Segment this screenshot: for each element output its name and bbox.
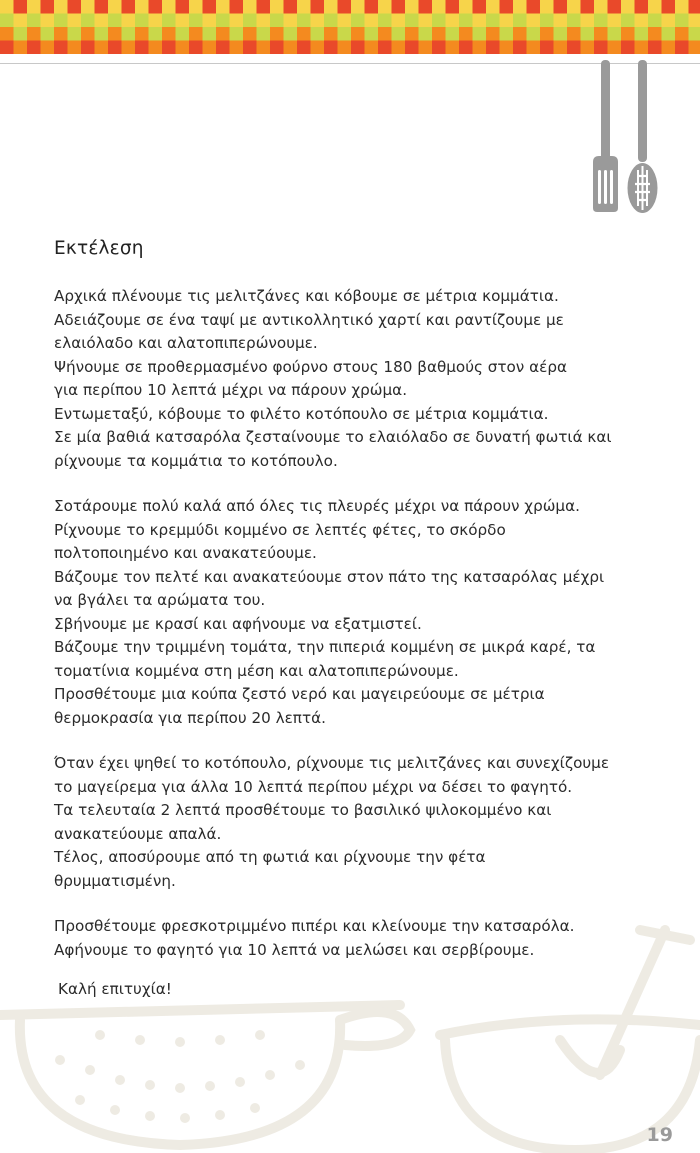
checker-tile (230, 14, 244, 28)
checker-tile (189, 41, 203, 55)
checker-tile (311, 41, 325, 55)
checker-tile (648, 14, 662, 28)
checker-tile (486, 0, 500, 14)
checker-tile (351, 27, 365, 41)
checker-tile (68, 0, 82, 14)
checker-tile (513, 14, 527, 28)
checker-tile (270, 14, 284, 28)
checker-tile (122, 0, 136, 14)
text-line: Τέλος, αποσύρουμε από τη φωτιά και ρίχνουμε την φέτα (54, 848, 486, 866)
checker-tile (392, 41, 406, 55)
checker-tile (446, 41, 460, 55)
checker-tile (540, 27, 554, 41)
checker-tile (432, 14, 446, 28)
checker-tile (108, 41, 122, 55)
checker-tile (405, 0, 419, 14)
checker-tile (270, 27, 284, 41)
checker-tile (27, 27, 41, 41)
checker-tile (500, 27, 514, 41)
checker-tile (297, 14, 311, 28)
checker-tile (41, 27, 55, 41)
checker-tile (230, 0, 244, 14)
checker-tile (203, 14, 217, 28)
checker-tile (203, 0, 217, 14)
checker-tile (392, 14, 406, 28)
checker-tile (689, 0, 700, 14)
checker-tile (432, 41, 446, 55)
utensils-icon (588, 58, 663, 216)
checker-tile (662, 41, 676, 55)
text-line: ελαιόλαδο και αλατοπιπερώνουμε. (54, 334, 318, 352)
checker-tile (135, 0, 149, 14)
checker-tile (14, 0, 28, 14)
checker-tile (311, 27, 325, 41)
text-line: Σοτάρουμε πολύ καλά από όλες τις πλευρές μέχρι να πάρουν χρώμα. (54, 497, 580, 515)
checker-tile (257, 27, 271, 41)
checker-tile (189, 0, 203, 14)
closing-wish: Καλή επιτυχία! (58, 980, 172, 998)
checker-tile (230, 27, 244, 41)
checker-tile (176, 14, 190, 28)
checker-tile (567, 27, 581, 41)
checker-tile (365, 14, 379, 28)
checker-tile (149, 0, 163, 14)
checker-tile (486, 27, 500, 41)
text-line: Προσθέτουμε φρεσκοτριμμένο πιπέρι και κλείνουμε την κατσαρόλα. (54, 917, 575, 935)
checker-tile (14, 14, 28, 28)
checker-tile (297, 27, 311, 41)
checker-tile (459, 14, 473, 28)
checker-tile (203, 27, 217, 41)
checker-tile (405, 14, 419, 28)
checker-tile (284, 0, 298, 14)
text-line: ρίχνουμε τα κομμάτια το κοτόπουλο. (54, 451, 338, 470)
checker-tile (243, 0, 257, 14)
text-line: το μαγείρεμα για άλλα 10 λεπτά περίπου μέχρι να δέσει το φαγητό. (54, 777, 573, 796)
checker-tile (662, 14, 676, 28)
checker-tile (81, 41, 95, 55)
checker-tile (621, 41, 635, 55)
checker-tile (135, 14, 149, 28)
checker-tile (689, 14, 700, 28)
text-line: Ψήνουμε σε προθερμασμένο φούρνο στους 180 βαθμούς στον αέρα (54, 357, 567, 376)
checker-tile (365, 27, 379, 41)
checker-tile (554, 27, 568, 41)
checker-tile (621, 0, 635, 14)
checker-tile (527, 0, 541, 14)
checker-tile (189, 27, 203, 41)
checker-tile (176, 0, 190, 14)
checker-tile (648, 27, 662, 41)
checker-tile (419, 27, 433, 41)
checker-tile (149, 41, 163, 55)
paragraph (54, 752, 664, 893)
text-line: Βάζουμε την τριμμένη τομάτα, την πιπεριά κομμένη σε μικρά καρέ, τα (54, 638, 596, 656)
checkered-border (0, 0, 700, 54)
checker-tile (149, 27, 163, 41)
checker-tile (635, 14, 649, 28)
checker-tile (540, 14, 554, 28)
checker-tile (81, 0, 95, 14)
checker-tile (95, 41, 109, 55)
checker-tile (581, 27, 595, 41)
checker-tile (176, 41, 190, 55)
checker-tile (554, 41, 568, 55)
checker-tile (351, 14, 365, 28)
text-line: Τα τελευταία 2 λεπτά προσθέτουμε το βασιλικό ψιλοκομμένο και (54, 801, 552, 819)
checker-tile (203, 41, 217, 55)
checker-tile (378, 41, 392, 55)
text-line: Αδειάζουμε σε ένα ταψί με αντικολλητικό χαρτί και ραντίζουμε με (54, 310, 564, 329)
checker-tile (675, 0, 689, 14)
checker-tile (540, 0, 554, 14)
checker-tile (662, 0, 676, 14)
checker-tile (419, 0, 433, 14)
checker-tile (473, 27, 487, 41)
text-line: ανακατεύουμε απαλά. (54, 824, 222, 843)
checker-tile (675, 14, 689, 28)
checker-tile (662, 27, 676, 41)
checker-tile (459, 27, 473, 41)
paragraph (54, 915, 664, 962)
checker-tile (257, 41, 271, 55)
checker-tile (581, 0, 595, 14)
checker-tile (554, 0, 568, 14)
checker-tile (216, 27, 230, 41)
checker-tile (284, 41, 298, 55)
checker-tile (68, 14, 82, 28)
checker-tile (392, 0, 406, 14)
checker-tile (473, 14, 487, 28)
checker-tile (311, 0, 325, 14)
recipe-instructions (54, 238, 664, 1002)
checker-tile (54, 27, 68, 41)
checker-tile (365, 41, 379, 55)
checker-tile (486, 14, 500, 28)
checker-tile (27, 41, 41, 55)
text-line: Αρχικά πλένουμε τις μελιτζάνες και κόβουμε σε μέτρια κομμάτια. (54, 287, 559, 305)
checker-tile (41, 14, 55, 28)
checker-tile (108, 0, 122, 14)
checker-tile (270, 0, 284, 14)
checker-tile (257, 0, 271, 14)
checker-tile (513, 0, 527, 14)
checker-tile (162, 0, 176, 14)
checker-tile (405, 27, 419, 41)
checker-tile (446, 14, 460, 28)
text-line: Προσθέτουμε μια κούπα ζεστό νερό και μαγειρεύουμε σε μέτρια (54, 685, 545, 703)
checker-tile (122, 14, 136, 28)
checker-tile (540, 41, 554, 55)
checker-tile (594, 27, 608, 41)
checker-tile (365, 0, 379, 14)
checker-tile (351, 41, 365, 55)
checker-tile (608, 27, 622, 41)
checker-tile (68, 27, 82, 41)
checker-tile (230, 41, 244, 55)
section-title: Εκτέλεση (54, 238, 144, 259)
checker-tile (675, 27, 689, 41)
checker-tile (608, 0, 622, 14)
checker-tile (41, 0, 55, 14)
checker-tile (689, 27, 700, 41)
checker-tile (95, 14, 109, 28)
text-line: Ρίχνουμε το κρεμμύδι κομμένο σε λεπτές φέτες, το σκόρδο (54, 520, 506, 539)
text-line: Σε μία βαθιά κατσαρόλα ζεσταίνουμε το ελαιόλαδο σε δυνατή φωτιά και (54, 428, 612, 446)
checker-tile (594, 41, 608, 55)
checker-tile (54, 41, 68, 55)
checker-tile (419, 14, 433, 28)
checker-tile (500, 0, 514, 14)
checker-tile (567, 41, 581, 55)
checker-tile (405, 41, 419, 55)
checker-tile (41, 41, 55, 55)
checker-tile (608, 14, 622, 28)
checker-tile (162, 14, 176, 28)
checker-tile (378, 27, 392, 41)
checker-tile (81, 27, 95, 41)
checker-tile (500, 41, 514, 55)
checker-tile (419, 41, 433, 55)
checker-tile (527, 27, 541, 41)
checker-tile (446, 0, 460, 14)
checker-tile (432, 0, 446, 14)
text-line: Σβήνουμε με κρασί και αφήνουμε να εξατμιστεί. (54, 614, 422, 633)
checker-tile (324, 27, 338, 41)
checker-tile (621, 27, 635, 41)
text-line: Αφήνουμε το φαγητό για 10 λεπτά να μελώσει και σερβίρουμε. (54, 940, 535, 959)
paragraph (54, 285, 664, 473)
checker-tile (594, 0, 608, 14)
checker-tile (108, 14, 122, 28)
checker-tile (243, 14, 257, 28)
checker-tile (567, 14, 581, 28)
checker-tile (648, 41, 662, 55)
checker-tile (14, 27, 28, 41)
checker-tile (108, 27, 122, 41)
page-number: 19 (646, 1124, 673, 1146)
text-line: Εντωμεταξύ, κόβουμε το φιλέτο κοτόπουλο σε μέτρια κομμάτια. (54, 404, 549, 423)
checker-tile (54, 0, 68, 14)
checker-tile (527, 14, 541, 28)
text-line: να βγάλει τα αρώματα του. (54, 591, 266, 609)
checker-tile (297, 41, 311, 55)
checker-tile (432, 27, 446, 41)
checker-tile (392, 27, 406, 41)
checker-tile (284, 14, 298, 28)
checker-tile (270, 41, 284, 55)
text-line: θρυμματισμένη. (54, 871, 176, 890)
checker-tile (54, 14, 68, 28)
checker-tile (459, 0, 473, 14)
checker-tile (0, 27, 14, 41)
checker-tile (189, 14, 203, 28)
checker-tile (338, 41, 352, 55)
checker-tile (459, 41, 473, 55)
checker-tile (27, 14, 41, 28)
checker-tile (257, 14, 271, 28)
checker-tile (594, 14, 608, 28)
checker-tile (0, 0, 14, 14)
checker-tile (162, 27, 176, 41)
checker-tile (324, 41, 338, 55)
checker-tile (581, 14, 595, 28)
checker-tile (27, 0, 41, 14)
checker-tile (135, 27, 149, 41)
checker-tile (0, 41, 14, 55)
checker-tile (581, 41, 595, 55)
checker-tile (635, 27, 649, 41)
checker-tile (351, 0, 365, 14)
checker-tile (68, 41, 82, 55)
checker-tile (216, 0, 230, 14)
checker-tile (648, 0, 662, 14)
checker-tile (635, 41, 649, 55)
checker-tile (635, 0, 649, 14)
checker-tile (446, 27, 460, 41)
checker-tile (689, 41, 700, 55)
checker-tile (311, 14, 325, 28)
checker-tile (527, 41, 541, 55)
checker-tile (621, 14, 635, 28)
checker-tile (338, 27, 352, 41)
text-line: για περίπου 10 λεπτά μέχρι να πάρουν χρώμα. (54, 381, 408, 399)
checker-tile (135, 41, 149, 55)
checker-tile (500, 14, 514, 28)
checker-tile (554, 14, 568, 28)
checker-tile (95, 27, 109, 41)
checker-tile (338, 14, 352, 28)
checker-tile (473, 41, 487, 55)
checker-tile (338, 0, 352, 14)
checker-tile (378, 14, 392, 28)
text-line: θερμοκρασία για περίπου 20 λεπτά. (54, 708, 326, 727)
checker-tile (243, 41, 257, 55)
checker-tile (675, 41, 689, 55)
checker-tile (324, 14, 338, 28)
checker-tile (297, 0, 311, 14)
checker-tile (567, 0, 581, 14)
checker-tile (513, 27, 527, 41)
checker-tile (95, 0, 109, 14)
checker-tile (0, 14, 14, 28)
checker-tile (486, 41, 500, 55)
checker-tile (473, 0, 487, 14)
text-line: τοματίνια κομμένα στη μέση και αλατοπιπερώνουμε. (54, 661, 459, 680)
checker-tile (176, 27, 190, 41)
text-line: Βάζουμε τον πελτέ και ανακατεύουμε στον πάτο της κατσαρόλας μέχρι (54, 567, 605, 586)
checker-tile (216, 41, 230, 55)
checker-tile (284, 27, 298, 41)
checker-tile (513, 41, 527, 55)
checker-tile (378, 0, 392, 14)
paragraph (54, 495, 664, 730)
checker-tile (324, 0, 338, 14)
checker-tile (608, 41, 622, 55)
checker-tile (149, 14, 163, 28)
checker-tile (122, 41, 136, 55)
checker-tile (216, 14, 230, 28)
checker-tile (14, 41, 28, 55)
text-line: πολτοποιημένο και ανακατεύουμε. (54, 544, 317, 562)
checker-tile (122, 27, 136, 41)
checker-tile (243, 27, 257, 41)
checker-tile (162, 41, 176, 55)
checker-tile (81, 14, 95, 28)
text-line: Όταν έχει ψηθεί το κοτόπουλο, ρίχνουμε τις μελιτζάνες και συνεχίζουμε (54, 754, 610, 772)
